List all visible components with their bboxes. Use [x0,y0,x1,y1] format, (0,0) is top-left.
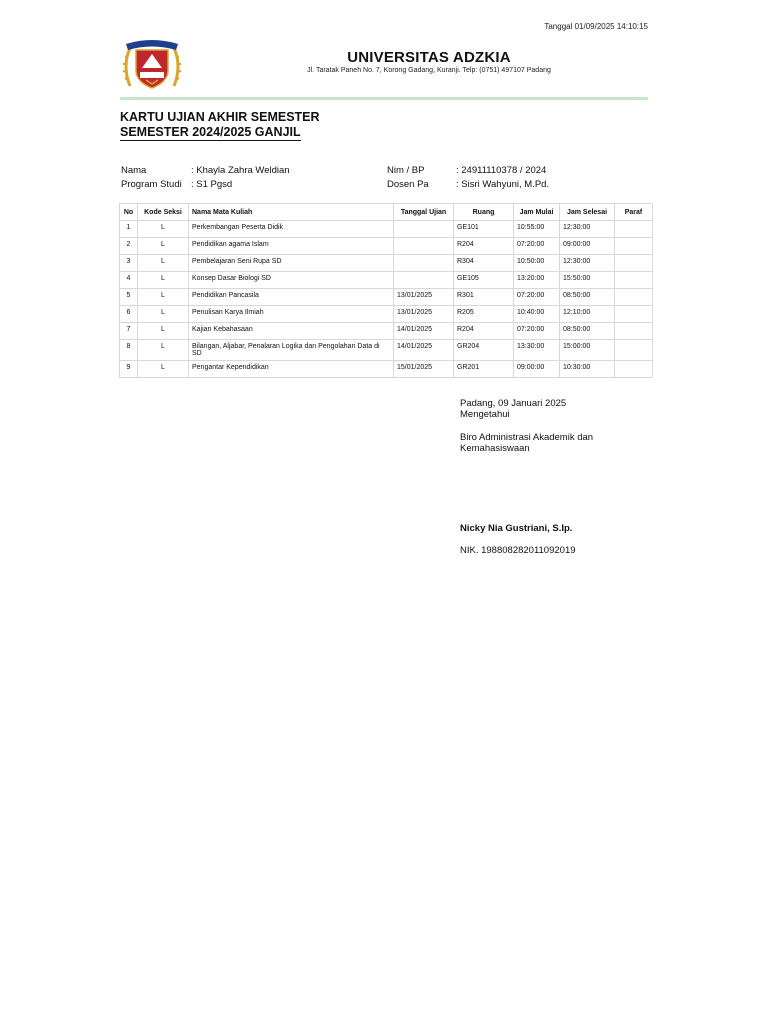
cell-paraf [615,255,653,272]
cell-jam-selesai: 12:30:00 [560,221,615,238]
signer-nik: NIK. 198808282011092019 [460,545,576,556]
cell-paraf [615,272,653,289]
table-row [120,323,653,340]
cell-kode-seksi: L [138,238,189,255]
cell-kode-seksi: L [138,255,189,272]
table-row [120,340,653,361]
cell-nama-mata-kuliah: Pendidikan Pancasila [189,289,394,306]
nim-value: : 24911110378 / 2024 [456,165,547,176]
header-paraf: Paraf [615,204,653,221]
cell-kode-seksi: L [138,323,189,340]
cell-paraf [615,238,653,255]
cell-paraf [615,306,653,323]
cell-tanggal-ujian: 15/01/2025 [394,361,454,378]
cell-no: 9 [120,361,138,378]
cell-ruang: R204 [454,238,514,255]
cell-nama-mata-kuliah: Pembelajaran Seni Rupa SD [189,255,394,272]
cell-no: 2 [120,238,138,255]
cell-nama-mata-kuliah: Penulisan Karya Ilmiah [189,306,394,323]
table-row [120,238,653,255]
cell-ruang: GE101 [454,221,514,238]
cell-paraf [615,289,653,306]
cell-tanggal-ujian [394,221,454,238]
table-header-row [120,204,653,221]
cell-jam-selesai: 12:10:00 [560,306,615,323]
cell-jam-mulai: 10:40:00 [514,306,560,323]
cell-kode-seksi: L [138,272,189,289]
cell-kode-seksi: L [138,306,189,323]
cell-kode-seksi: L [138,361,189,378]
dosen-label: Dosen Pa [387,179,429,190]
cell-tanggal-ujian: 14/01/2025 [394,340,454,361]
cell-ruang: GR201 [454,361,514,378]
nim-label: Nim / BP [387,165,425,176]
cell-jam-mulai: 07:20:00 [514,289,560,306]
nama-value: : Khayla Zahra Weldian [191,165,290,176]
nama-label: Nama [121,165,147,176]
cell-ruang: GR204 [454,340,514,361]
header-jam-selesai: Jam Selesai [560,204,615,221]
university-address: Jl. Taratak Paneh No. 7, Korong Gadang, Kuranji. Telp: (0751) 497107 Padang [307,67,551,74]
cell-paraf [615,221,653,238]
prodi-label: Program Studi [121,179,182,190]
cell-nama-mata-kuliah: Pengantar Kependidikan [189,361,394,378]
signature-place-date: Padang, 09 Januari 2025 [460,398,567,409]
cell-jam-selesai: 12:30:00 [560,255,615,272]
cell-kode-seksi: L [138,221,189,238]
table-row [120,361,653,378]
cell-nama-mata-kuliah: Pendidikan agama Islam [189,238,394,255]
cell-jam-mulai: 13:30:00 [514,340,560,361]
header-no: No [120,204,138,221]
table-row [120,221,653,238]
cell-tanggal-ujian [394,238,454,255]
cell-kode-seksi: L [138,289,189,306]
cell-jam-selesai: 15:00:00 [560,340,615,361]
cell-nama-mata-kuliah: Bilangan, Aljabar, Penalaran Logika dan Pengolahan Data di SD [189,340,394,361]
header-kode-seksi: Kode Seksi [138,204,189,221]
print-date: Tanggal 01/09/2025 14:10:15 [544,22,648,31]
cell-no: 5 [120,289,138,306]
cell-ruang: R205 [454,306,514,323]
cell-jam-selesai: 08:50:00 [560,323,615,340]
cell-ruang: R301 [454,289,514,306]
signature-acknowledge: Mengetahui [460,409,510,420]
table-row [120,306,653,323]
cell-tanggal-ujian: 13/01/2025 [394,289,454,306]
signature-office-line1: Biro Administrasi Akademik dan [460,432,594,443]
cell-tanggal-ujian: 13/01/2025 [394,306,454,323]
signer-name: Nicky Nia Gustriani, S.Ip. [460,523,573,534]
cell-jam-mulai: 10:50:00 [514,255,560,272]
table-row [120,289,653,306]
cell-no: 8 [120,340,138,361]
cell-nama-mata-kuliah: Konsep Dasar Biologi SD [189,272,394,289]
cell-tanggal-ujian [394,272,454,289]
cell-jam-mulai: 13:20:00 [514,272,560,289]
cell-no: 7 [120,323,138,340]
cell-paraf [615,340,653,361]
cell-paraf [615,361,653,378]
cell-no: 6 [120,306,138,323]
cell-kode-seksi: L [138,340,189,361]
cell-no: 1 [120,221,138,238]
cell-no: 3 [120,255,138,272]
cell-nama-mata-kuliah: Perkembangan Peserta Didik [189,221,394,238]
cell-tanggal-ujian: 14/01/2025 [394,323,454,340]
cell-jam-mulai: 10:55:00 [514,221,560,238]
dosen-value: : Sisri Wahyuni, M.Pd. [456,179,550,190]
semester-title: SEMESTER 2024/2025 GANJIL [120,125,301,139]
header-nama-mata-kuliah: Nama Mata Kuliah [189,204,394,221]
cell-jam-mulai: 09:00:00 [514,361,560,378]
cell-jam-mulai: 07:20:00 [514,323,560,340]
cell-jam-selesai: 09:00:00 [560,238,615,255]
document-title: KARTU UJIAN AKHIR SEMESTER [120,110,320,124]
header-tanggal-ujian: Tanggal Ujian [394,204,454,221]
university-name: UNIVERSITAS ADZKIA [347,49,511,66]
cell-no: 4 [120,272,138,289]
cell-jam-selesai: 15:50:00 [560,272,615,289]
header-ruang: Ruang [454,204,514,221]
cell-nama-mata-kuliah: Kajian Kebahasaan [189,323,394,340]
header-divider [120,97,648,100]
table-row [120,272,653,289]
cell-ruang: R304 [454,255,514,272]
prodi-value: : S1 Pgsd [191,179,233,190]
header-jam-mulai: Jam Mulai [514,204,560,221]
exam-schedule-table [119,203,653,378]
cell-jam-selesai: 08:50:00 [560,289,615,306]
cell-ruang: R204 [454,323,514,340]
table-row [120,255,653,272]
signature-office-line2: Kemahasiswaan [460,443,530,454]
cell-jam-mulai: 07:20:00 [514,238,560,255]
cell-tanggal-ujian [394,255,454,272]
cell-paraf [615,323,653,340]
cell-jam-selesai: 10:30:00 [560,361,615,378]
cell-ruang: GE105 [454,272,514,289]
